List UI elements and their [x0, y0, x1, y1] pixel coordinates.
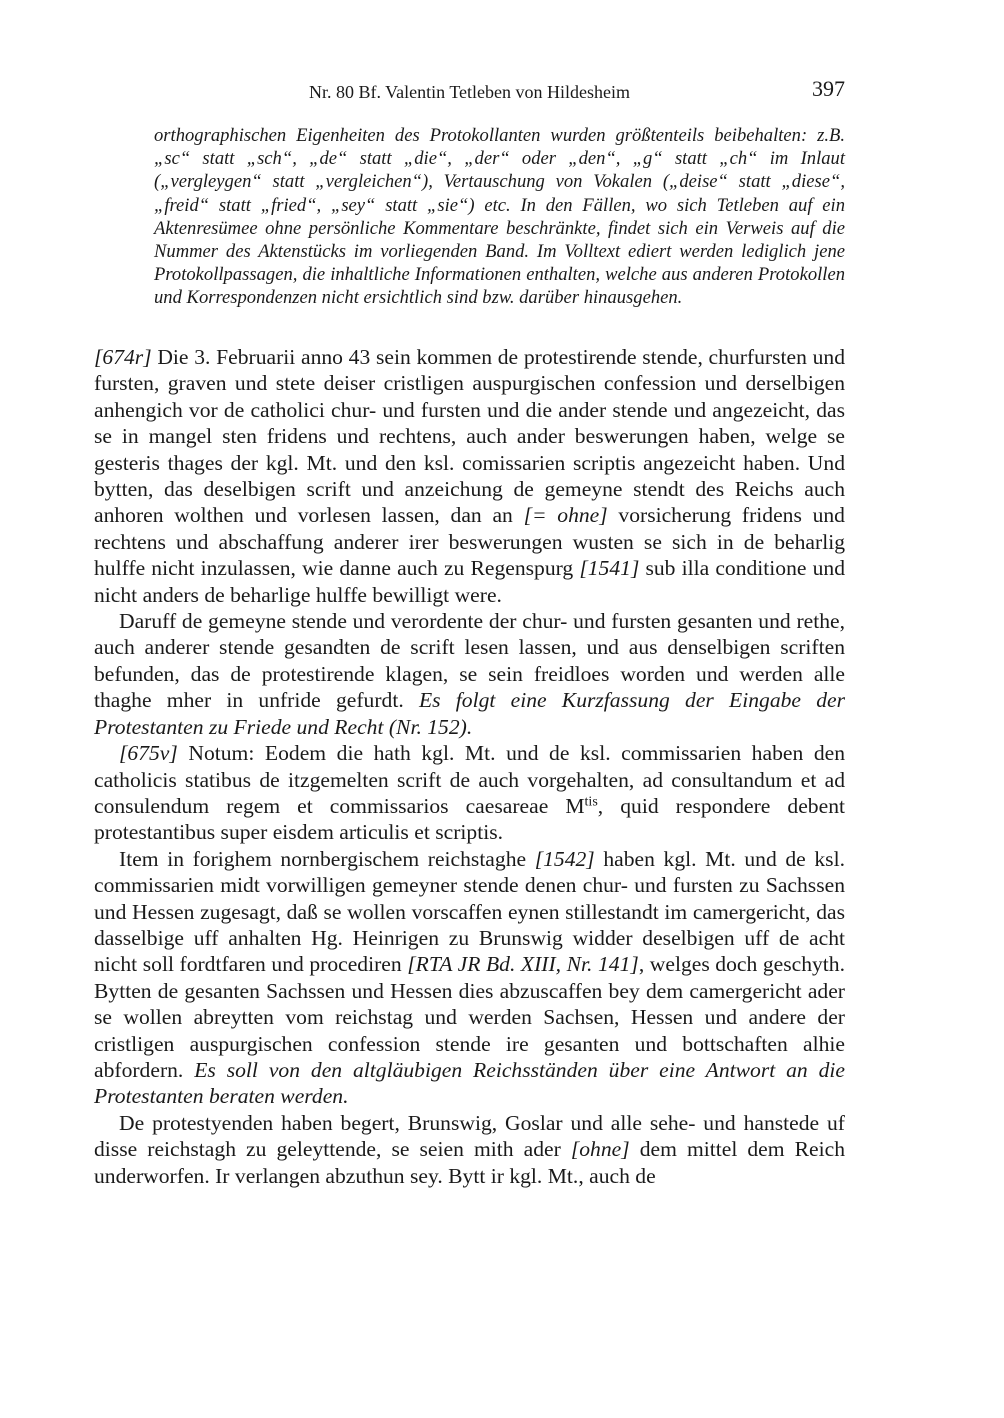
page-number: 397 — [812, 76, 845, 101]
page-header — [94, 78, 845, 110]
editorial-insertion: [1541] — [579, 556, 640, 581]
paragraph-text: vorsicherung fridens und rechtens und abschaffung anderer irer beswerungen wusten se sich in de beharlig hulffe nicht inzulassen, wie danne auch zu Regenspurg — [94, 503, 845, 581]
paragraph-text: Notum: Eodem die hath kgl. Mt. und de ksl. commissarien haben den catholicis statibus de itzgemelten scrift de auch vorgehalten, ad consultandum et ad consulendum regem et commissarios caesareae M — [94, 741, 845, 818]
paragraph-text: Die 3. Februarii anno 43 sein kommen de protestirende stende, churfursten und fursten, graven und stete deiser cristligen auspurgischen confession und derselbigen anhengich vor de catholici chur- und fursten und die ander stende und angezeicht, das se in mangel sten fridens und rechtens, auch ander beswerungen haben, welge se gesteris thages der kgl. Mt. und den ksl. comissarien scriptis angezeicht haben. Und bytten, das deselbigen scrift und anzeichung de gemeyne stendt des Reichs auch anhoren wolthen und vorlesen lassen, dan an — [94, 345, 845, 528]
paragraph-4 — [94, 846, 845, 1110]
paragraph-text: , welges doch geschyth. Bytten de gesanten Sachssen und Hessen dies abzuscaffen bey dem camergericht ader se wollen abreytten vom reichstag und werden Sachsen, Hessen und andere der cristligen auspurgischen confession stende ire gesanten und bottschaften alhie abfordern. — [94, 952, 846, 1082]
editorial-insertion: [ohne] — [570, 1137, 630, 1162]
paragraph-3 — [94, 740, 845, 846]
paragraph-text: Daruff de gemeyne stende und verordente der chur- und fursten gesanten und rethe, auch anderer stende gesandten de scrift lesen lassen, und aus denselbigen scriften befunden, das de protestirende klagen, se sein freidloes worden und werden alle thaghe mher in unfride gefurdt. — [94, 609, 845, 713]
editorial-insertion: [RTA JR Bd. XIII, Nr. 141] — [407, 952, 639, 977]
paragraph-text: De protestyenden haben begert, Brunswig, Goslar und alle sehe- und hanstede uf disse reichstagh zu geleyttende, se seien mith ader — [94, 1110, 845, 1162]
paragraph-text: dem mittel dem Reich underworfen. Ir verlangen abzuthun sey. Bytt ir kgl. Mt., auch de — [94, 1137, 845, 1188]
paragraph-text: haben kgl. Mt. und de ksl. commissarien midt vorwilligen gemeyner stende denen chur- und fursten zu Sachssen und Hessen zugesagt, daß se wollen vorscaffen eynen stillestandt im camergericht, das dasselbige uff anhalten Hg. Heinrigen zu Brunswig widder deselbigen uff de acht nicht soll fordtfaren und procediren — [94, 846, 845, 977]
editorial-insertion: [= ohne] — [523, 503, 608, 528]
editorial-summary: Es soll von den altgläubigen Reichsständen über eine Antwort an die Protestanten beraten werden. — [94, 1057, 845, 1109]
paragraph-2 — [94, 608, 845, 740]
running-title: Nr. 80 Bf. Valentin Tetleben von Hildesheim — [308, 82, 631, 102]
editorial-note: orthographischen Eigenheiten des Protokollanten wurden größtenteils beibehalten: z.B. „sc“ statt „sch“, „de“ statt „die“, „der“ oder „den“, „g“ statt „ch“ im Inlaut („vergleygen“ statt „vergleichen“), Vertauschung von Vokalen („deise“ statt „diese“, „freid“ statt „fried“, „sey“ statt „sie“) etc. In den Fällen, wo sich Tetleben auf ein Aktenresümee ohne persönliche Kommentare beschränkte, findet sich ein Verweis auf die Nummer des Aktenstücks im vorliegenden Band. Im Volltext ediert werden lediglich jene Protokollpassagen, die inhaltliche Informationen enthalten, welche aus anderen Protokollen und Korrespondenzen nicht ersichtlich sind bzw. darüber hinausgehen. — [154, 125, 845, 309]
folio-reference: [674r] — [94, 345, 152, 369]
paragraph-text: Item in forighem nornbergischem reichstaghe — [119, 846, 535, 871]
paragraph-text: sub illa conditione und nicht anders de beharlige hulffe bewilligt were. — [94, 556, 845, 607]
paragraph-text: , quid respondere debent protestantibus super eisdem articulis et scriptis. — [94, 793, 845, 845]
editorial-summary: Es folgt eine Kurzfassung der Eingabe der Protestanten zu Friede und Recht (Nr. 152). — [94, 688, 846, 739]
paragraph-1 — [94, 344, 845, 608]
folio-reference: [675v] — [119, 741, 178, 766]
document-body — [94, 344, 845, 1189]
editorial-insertion: [1542] — [534, 846, 595, 871]
superscript: tis — [584, 793, 598, 810]
paragraph-5 — [94, 1110, 845, 1189]
